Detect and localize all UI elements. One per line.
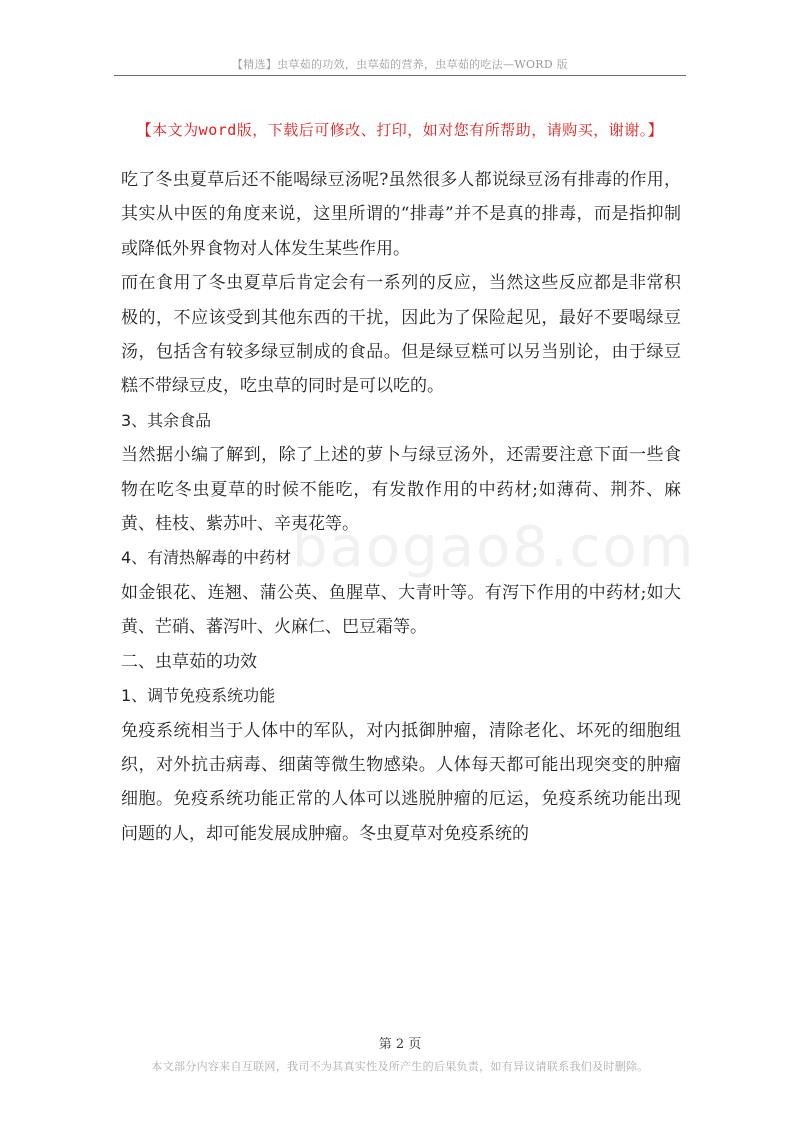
paragraph-detox-herbs: 如金银花、连翘、蒲公英、鱼腥草、大青叶等。有泻下作用的中药材;如大黄、芒硝、蕃泻叶、火麻仁、巴豆霜等。 — [121, 582, 681, 638]
document-body — [121, 163, 681, 851]
paragraph-other-foods: 当然据小编了解到，除了上述的萝卜与绿豆汤外，还需要注意下面一些食物在吃冬虫夏草的时候不能吃，有发散作用的中药材;如薄荷、荆芥、麻黄、桂枝、紫苏叶、辛夷花等。 — [121, 445, 681, 535]
section-title-efficacy: 二、虫草茹的功效 — [121, 651, 257, 672]
paragraph-mung-bean-intro: 吃了冬虫夏草后还不能喝绿豆汤呢?虽然很多人都说绿豆汤有排毒的作用，其实从中医的角度来说，这里所谓的“排毒”并不是真的排毒，而是指抑制或降低外界食物对人体发生某些作用。 — [121, 170, 681, 259]
page-number: 第 2 页 — [378, 1037, 422, 1052]
heading-detox-herbs: 4、有清热解毒的中药材 — [121, 548, 292, 568]
heading-immune-regulation: 1、调节免疫系统功能 — [121, 686, 276, 706]
download-notice: 【本文为word版，下载后可修改、打印，如对您有所帮助，请购买，谢谢。】 — [136, 121, 664, 139]
footer-disclaimer: 本文部分内容来自互联网，我司不为其真实性及所产生的后果负责，如有异议请联系我们及时删除。 — [151, 1060, 649, 1073]
header-divider — [114, 75, 686, 76]
paragraph-immune-system: 免疫系统相当于人体中的军队，对内抵御肿瘤，清除老化、坏死的细胞组织，对外抗击病毒、细菌等微生物感染。人体每天都可能出现突变的肿瘤细胞。免疫系统功能正常的人体可以逃脱肿瘤的厄运，免疫系统功能出现问题的人，却可能发展成肿瘤。冬虫夏草对免疫系统的 — [121, 720, 681, 844]
watermark-logo: baogao8.com — [292, 515, 696, 580]
page-header: 【精选】虫草茹的功效，虫草茹的营养，虫草茹的吃法—WORD 版 — [231, 58, 569, 71]
paragraph-mung-bean-reason: 而在食用了冬虫夏草后肯定会有一系列的反应，当然这些反应都是非常积极的，不应该受到其他东西的干扰，因此为了保险起见，最好不要喝绿豆汤，包括含有较多绿豆制成的食品。但是绿豆糕可以另当别论，由于绿豆糕不带绿豆皮，吃虫草的同时是可以吃的。 — [121, 273, 681, 397]
heading-other-foods: 3、其余食品 — [121, 410, 212, 430]
